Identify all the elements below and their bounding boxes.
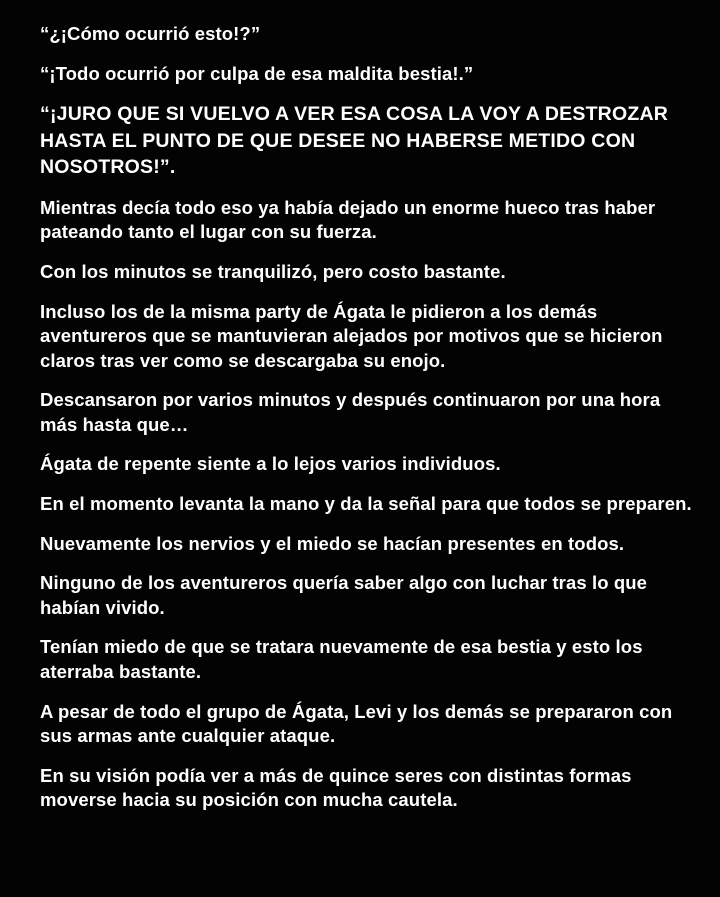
paragraph-5: Con los minutos se tranquilizó, pero costo bastante.: [40, 260, 506, 282]
paragraph-11: Ninguno de los aventureros quería saber algo con luchar tras lo que habían vivido.: [40, 572, 648, 618]
bottom-spacer: [40, 828, 694, 888]
paragraph-7: Descansaron por varios minutos y después continuaron por una hora más hasta que…: [40, 389, 661, 435]
paragraph-12: Tenían miedo de que se tratara nuevamente de esa bestia y esto los aterraba bastante.: [40, 636, 643, 683]
paragraph-quote-2: “¡Todo ocurrió por culpa de esa maldita bestia!.”: [40, 62, 474, 84]
paragraph-14: En su visión podía ver a más de quince seres con distintas formas moverse hacia su posición con mucha cautela.: [40, 764, 632, 811]
paragraph-6: Incluso los de la misma party de Ágata le pidieron a los demás aventureros que se mantuvieran alejados por motivos que se hicieron claros tras ver como se descargaba su enojo.: [40, 300, 663, 371]
paragraph-10: Nuevamente los nervios y el miedo se hacían presentes en todos.: [40, 532, 625, 554]
paragraph-13: A pesar de todo el grupo de Ágata, Levi y los demás se prepararon con sus armas ante cualquier ataque.: [40, 700, 673, 747]
paragraph-4: Mientras decía todo eso ya había dejado un enorme hueco tras haber pateando tanto el lugar con su fuerza.: [40, 196, 656, 243]
paragraph-8: Ágata de repente siente a lo lejos varios individuos.: [40, 453, 501, 475]
paragraph-quote-1: “¿¡Cómo ocurrió esto!?”: [40, 23, 261, 44]
paragraph-shout: “¡JURO QUE SI VUELVO A VER ESA COSA LA VOY A DESTROZAR HASTA EL PUNTO DE QUE DESEE NO HABERSE METIDO CON NOSOTROS!”.: [40, 103, 669, 179]
paragraph-9: En el momento levanta la mano y da la señal para que todos se preparen.: [40, 493, 692, 515]
